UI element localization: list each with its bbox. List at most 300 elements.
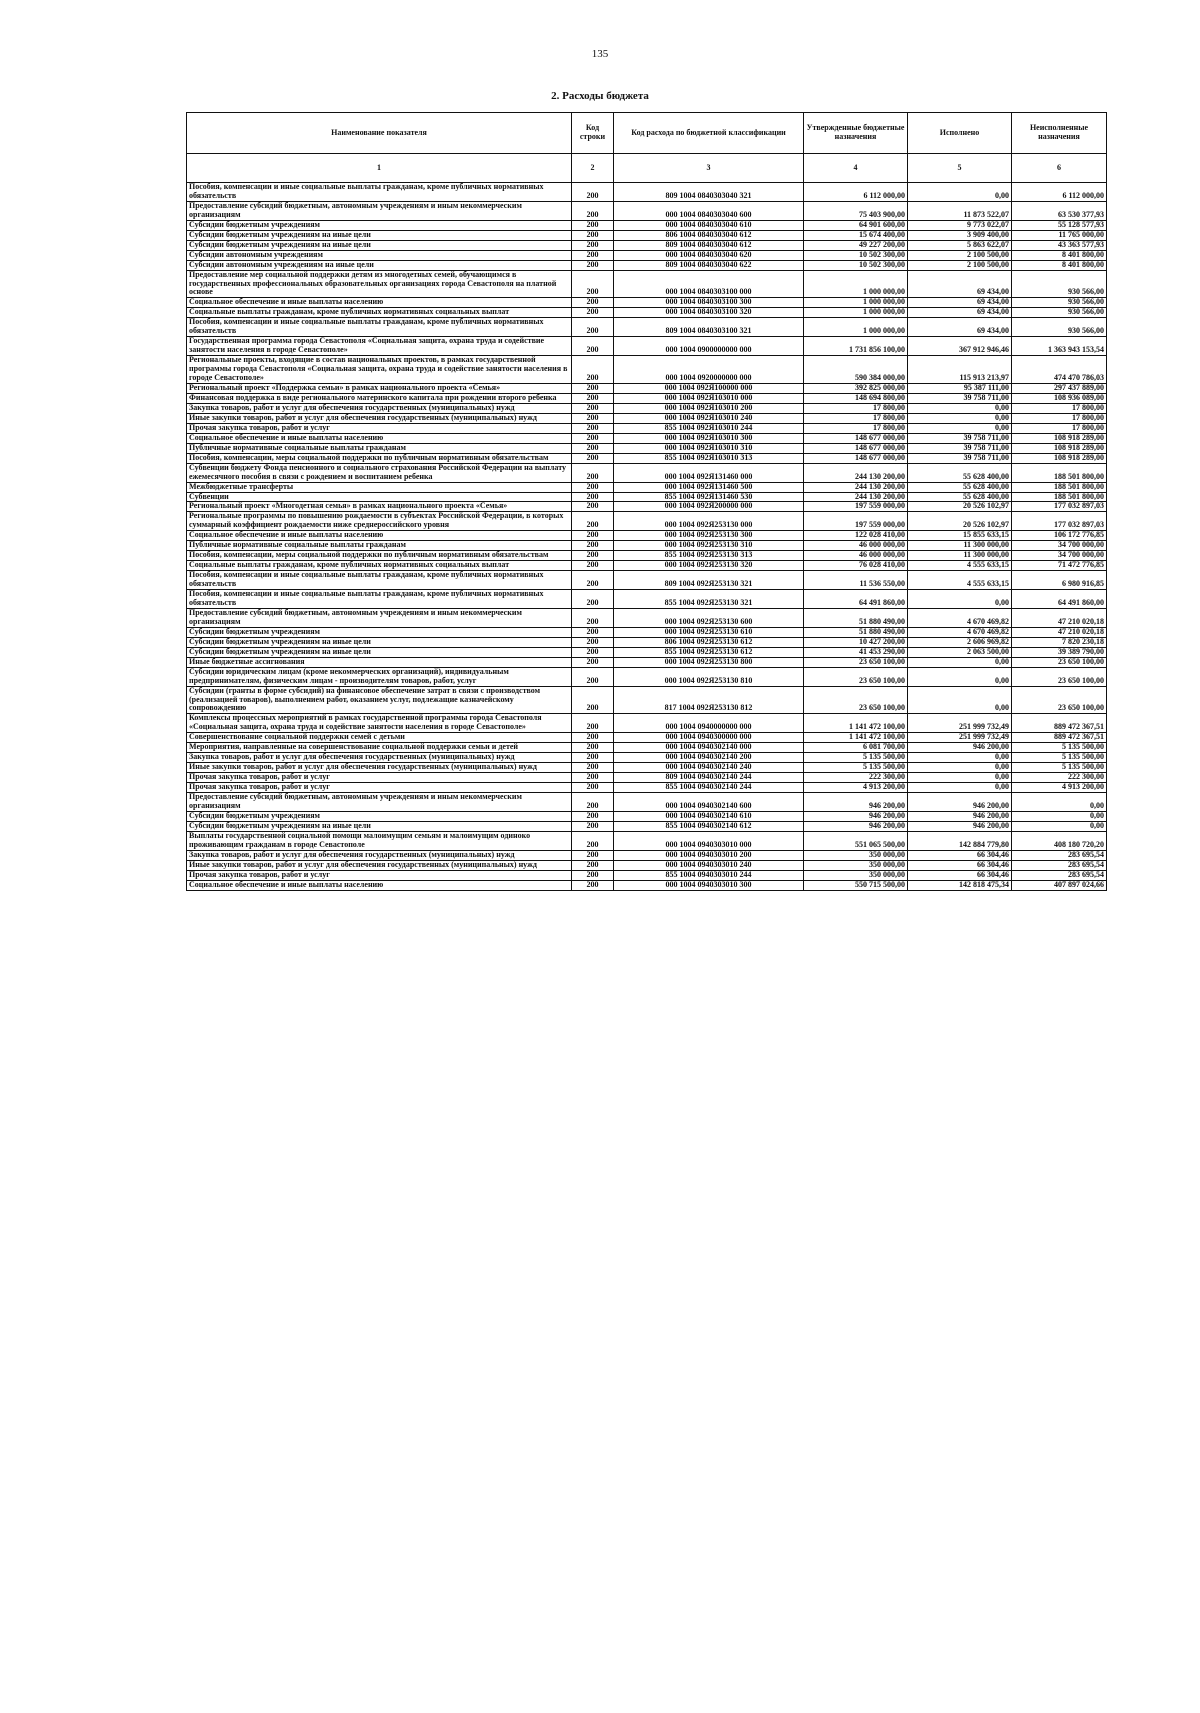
row-line-code: 200 — [572, 831, 614, 850]
row-expense-code: 806 1004 092Я253130 612 — [614, 637, 804, 647]
row-unexecuted: 930 566,00 — [1012, 270, 1107, 298]
row-executed: 0,00 — [908, 773, 1012, 783]
table-row — [187, 627, 1107, 637]
row-line-code: 200 — [572, 686, 614, 714]
row-expense-code: 809 1004 0940302140 244 — [614, 773, 804, 783]
row-approved: 5 135 500,00 — [804, 763, 908, 773]
row-approved: 197 559 000,00 — [804, 502, 908, 512]
row-executed: 0,00 — [908, 667, 1012, 686]
row-expense-code: 000 1004 0840303100 320 — [614, 308, 804, 318]
row-unexecuted: 1 363 943 153,54 — [1012, 337, 1107, 356]
row-name: Иные закупки товаров, работ и услуг для обеспечения государственных (муниципальных) нужд — [187, 413, 572, 423]
row-unexecuted: 0,00 — [1012, 793, 1107, 812]
row-name: Субсидии бюджетным учреждениям — [187, 811, 572, 821]
row-expense-code: 000 1004 0940302140 200 — [614, 753, 804, 763]
row-line-code: 200 — [572, 733, 614, 743]
row-line-code: 200 — [572, 753, 614, 763]
row-unexecuted: 0,00 — [1012, 821, 1107, 831]
row-executed: 69 434,00 — [908, 318, 1012, 337]
row-unexecuted: 930 566,00 — [1012, 318, 1107, 337]
row-executed: 2 100 500,00 — [908, 250, 1012, 260]
row-expense-code: 000 1004 092Я103010 300 — [614, 433, 804, 443]
row-line-code: 200 — [572, 561, 614, 571]
row-line-code: 200 — [572, 870, 614, 880]
row-expense-code: 000 1004 0940302140 610 — [614, 811, 804, 821]
row-name: Субсидии бюджетным учреждениям на иные цели — [187, 240, 572, 250]
row-executed: 66 304,46 — [908, 870, 1012, 880]
row-approved: 64 901 600,00 — [804, 220, 908, 230]
row-executed: 9 773 022,07 — [908, 220, 1012, 230]
row-unexecuted: 108 918 289,00 — [1012, 433, 1107, 443]
row-unexecuted: 6 980 916,85 — [1012, 571, 1107, 590]
row-approved: 49 227 200,00 — [804, 240, 908, 250]
row-expense-code: 806 1004 0840303040 612 — [614, 230, 804, 240]
row-line-code: 200 — [572, 250, 614, 260]
row-name: Мероприятия, направленные на совершенствование социальной поддержки семьи и детей — [187, 743, 572, 753]
row-unexecuted: 34 700 000,00 — [1012, 541, 1107, 551]
row-executed: 0,00 — [908, 413, 1012, 423]
row-name: Выплаты государственной социальной помощи малоимущим семьям и малоимущим одиноко проживающим гражданам в городе Севастополе — [187, 831, 572, 850]
row-unexecuted: 7 820 230,18 — [1012, 637, 1107, 647]
row-name: Субсидии бюджетным учреждениям — [187, 220, 572, 230]
row-executed: 11 300 000,00 — [908, 541, 1012, 551]
row-line-code: 200 — [572, 647, 614, 657]
table-row — [187, 773, 1107, 783]
row-unexecuted: 930 566,00 — [1012, 308, 1107, 318]
row-name: Межбюджетные трансферты — [187, 482, 572, 492]
row-expense-code: 809 1004 0840303100 321 — [614, 318, 804, 337]
row-expense-code: 855 1004 092Я253130 612 — [614, 647, 804, 657]
row-name: Комплексы процессных мероприятий в рамках государственной программы города Севастополя «Социальная защита, охрана труда и содействие занятости населения в городе Севастополе» — [187, 714, 572, 733]
row-name: Иные закупки товаров, работ и услуг для обеспечения государственных (муниципальных) нужд — [187, 860, 572, 870]
row-executed: 55 628 400,00 — [908, 492, 1012, 502]
row-executed: 251 999 732,49 — [908, 733, 1012, 743]
row-name: Региональный проект «Многодетная семья» в рамках национального проекта «Семья» — [187, 502, 572, 512]
section-title: 2. Расходы бюджета — [551, 90, 649, 102]
row-name: Иные бюджетные ассигнования — [187, 657, 572, 667]
row-expense-code: 809 1004 092Я253130 321 — [614, 571, 804, 590]
row-approved: 15 674 400,00 — [804, 230, 908, 240]
row-name: Пособия, компенсации и иные социальные выплаты гражданам, кроме публичных нормативных обязательств — [187, 571, 572, 590]
row-line-code: 200 — [572, 270, 614, 298]
row-expense-code: 855 1004 0940302140 612 — [614, 821, 804, 831]
row-unexecuted: 108 918 289,00 — [1012, 443, 1107, 453]
table-row — [187, 571, 1107, 590]
row-expense-code: 000 1004 0840303040 610 — [614, 220, 804, 230]
row-expense-code: 000 1004 0840303100 000 — [614, 270, 804, 298]
row-expense-code: 000 1004 092Я253130 610 — [614, 627, 804, 637]
row-executed: 20 526 102,97 — [908, 502, 1012, 512]
row-name: Социальное обеспечение и иные выплаты населению — [187, 433, 572, 443]
row-line-code: 200 — [572, 356, 614, 384]
row-unexecuted: 5 135 500,00 — [1012, 743, 1107, 753]
row-executed: 66 304,46 — [908, 860, 1012, 870]
row-line-code: 200 — [572, 183, 614, 202]
row-approved: 1 141 472 100,00 — [804, 733, 908, 743]
row-expense-code: 000 1004 0840303100 300 — [614, 298, 804, 308]
row-approved: 64 491 860,00 — [804, 590, 908, 609]
row-expense-code: 000 1004 0940303010 240 — [614, 860, 804, 870]
row-unexecuted: 23 650 100,00 — [1012, 667, 1107, 686]
row-name: Предоставление субсидий бюджетным, автономным учреждениям и иным некоммерческим организациям — [187, 793, 572, 812]
row-expense-code: 000 1004 092Я103010 000 — [614, 393, 804, 403]
row-line-code: 200 — [572, 637, 614, 647]
table-row — [187, 783, 1107, 793]
row-approved: 75 403 900,00 — [804, 201, 908, 220]
row-name: Предоставление мер социальной поддержки детям из многодетных семей, обучающимся в государственных профессиональных образовательных организациях города Севастополя на платной основе — [187, 270, 572, 298]
row-line-code: 200 — [572, 240, 614, 250]
header-name: Наименование показателя — [187, 113, 572, 154]
row-name: Закупка товаров, работ и услуг для обеспечения государственных (муниципальных) нужд — [187, 850, 572, 860]
row-approved: 76 028 410,00 — [804, 561, 908, 571]
row-expense-code: 000 1004 0900000000 000 — [614, 337, 804, 356]
row-line-code: 200 — [572, 201, 614, 220]
row-unexecuted: 55 128 577,93 — [1012, 220, 1107, 230]
row-approved: 350 000,00 — [804, 860, 908, 870]
row-approved: 244 130 200,00 — [804, 492, 908, 502]
table-row — [187, 240, 1107, 250]
table-row — [187, 608, 1107, 627]
row-name: Пособия, компенсации, меры социальной поддержки по публичным нормативным обязательствам — [187, 551, 572, 561]
row-executed: 0,00 — [908, 686, 1012, 714]
column-number-row — [187, 154, 1107, 183]
row-unexecuted: 63 530 377,93 — [1012, 201, 1107, 220]
header-unexecuted: Неисполненные назначения — [1012, 113, 1107, 154]
row-executed: 15 855 633,15 — [908, 531, 1012, 541]
budget-expenses-table — [186, 112, 1107, 891]
row-unexecuted: 47 210 020,18 — [1012, 608, 1107, 627]
row-unexecuted: 188 501 800,00 — [1012, 482, 1107, 492]
row-unexecuted: 6 112 000,00 — [1012, 183, 1107, 202]
row-executed: 95 387 111,00 — [908, 384, 1012, 394]
row-expense-code: 000 1004 092Я103010 240 — [614, 413, 804, 423]
row-line-code: 200 — [572, 423, 614, 433]
row-expense-code: 000 1004 092Я100000 000 — [614, 384, 804, 394]
row-line-code: 200 — [572, 551, 614, 561]
row-expense-code: 855 1004 092Я103010 313 — [614, 453, 804, 463]
row-name: Социальное обеспечение и иные выплаты населению — [187, 880, 572, 890]
table-row — [187, 250, 1107, 260]
row-expense-code: 000 1004 092Я253130 320 — [614, 561, 804, 571]
row-line-code: 200 — [572, 230, 614, 240]
row-approved: 222 300,00 — [804, 773, 908, 783]
row-executed: 39 758 711,00 — [908, 443, 1012, 453]
row-approved: 10 502 300,00 — [804, 250, 908, 260]
row-unexecuted: 407 897 024,66 — [1012, 880, 1107, 890]
row-executed: 142 818 475,34 — [908, 880, 1012, 890]
row-name: Субсидии юридическим лицам (кроме некоммерческих организаций), индивидуальным предпринимателям, физическим лицам - производителям товаров, работ, услуг — [187, 667, 572, 686]
row-executed: 3 909 400,00 — [908, 230, 1012, 240]
row-line-code: 200 — [572, 298, 614, 308]
row-unexecuted: 889 472 367,51 — [1012, 733, 1107, 743]
row-name: Пособия, компенсации и иные социальные выплаты гражданам, кроме публичных нормативных обязательств — [187, 590, 572, 609]
row-approved: 148 677 000,00 — [804, 443, 908, 453]
row-name: Совершенствование социальной поддержки семей с детьми — [187, 733, 572, 743]
row-approved: 148 694 800,00 — [804, 393, 908, 403]
row-approved: 51 880 490,00 — [804, 627, 908, 637]
table-row — [187, 667, 1107, 686]
row-unexecuted: 17 800,00 — [1012, 403, 1107, 413]
row-expense-code: 000 1004 0920000000 000 — [614, 356, 804, 384]
table-row — [187, 860, 1107, 870]
row-name: Социальные выплаты гражданам, кроме публичных нормативных социальных выплат — [187, 308, 572, 318]
row-name: Пособия, компенсации, меры социальной поддержки по публичным нормативным обязательствам — [187, 453, 572, 463]
row-name: Прочая закупка товаров, работ и услуг — [187, 870, 572, 880]
row-name: Социальное обеспечение и иные выплаты населению — [187, 298, 572, 308]
row-expense-code: 000 1004 0940302140 600 — [614, 793, 804, 812]
row-name: Публичные нормативные социальные выплаты гражданам — [187, 541, 572, 551]
row-expense-code: 000 1004 0840303040 620 — [614, 250, 804, 260]
row-expense-code: 000 1004 092Я103010 200 — [614, 403, 804, 413]
table-row — [187, 318, 1107, 337]
row-approved: 946 200,00 — [804, 811, 908, 821]
table-row — [187, 880, 1107, 890]
table-row — [187, 714, 1107, 733]
row-expense-code: 000 1004 092Я253130 800 — [614, 657, 804, 667]
table-row — [187, 201, 1107, 220]
row-approved: 551 065 500,00 — [804, 831, 908, 850]
row-line-code: 200 — [572, 482, 614, 492]
row-expense-code: 000 1004 092Я253130 300 — [614, 531, 804, 541]
row-unexecuted: 474 470 786,03 — [1012, 356, 1107, 384]
row-name: Субсидии автономным учреждениям — [187, 250, 572, 260]
row-expense-code: 809 1004 0840303040 612 — [614, 240, 804, 250]
row-approved: 10 502 300,00 — [804, 260, 908, 270]
table-row — [187, 733, 1107, 743]
row-unexecuted: 8 401 800,00 — [1012, 260, 1107, 270]
table-row — [187, 551, 1107, 561]
row-line-code: 200 — [572, 453, 614, 463]
row-unexecuted: 222 300,00 — [1012, 773, 1107, 783]
row-name: Прочая закупка товаров, работ и услуг — [187, 423, 572, 433]
row-unexecuted: 43 363 577,93 — [1012, 240, 1107, 250]
row-approved: 23 650 100,00 — [804, 657, 908, 667]
row-approved: 946 200,00 — [804, 821, 908, 831]
row-approved: 550 715 500,00 — [804, 880, 908, 890]
row-line-code: 200 — [572, 433, 614, 443]
table-row — [187, 220, 1107, 230]
row-line-code: 200 — [572, 783, 614, 793]
row-executed: 251 999 732,49 — [908, 714, 1012, 733]
table-row — [187, 637, 1107, 647]
row-approved: 5 135 500,00 — [804, 753, 908, 763]
row-name: Закупка товаров, работ и услуг для обеспечения государственных (муниципальных) нужд — [187, 753, 572, 763]
row-unexecuted: 889 472 367,51 — [1012, 714, 1107, 733]
table-row — [187, 531, 1107, 541]
row-line-code: 200 — [572, 393, 614, 403]
row-approved: 1 141 472 100,00 — [804, 714, 908, 733]
row-expense-code: 809 1004 0840303040 321 — [614, 183, 804, 202]
row-unexecuted: 177 032 897,03 — [1012, 502, 1107, 512]
row-name: Иные закупки товаров, работ и услуг для обеспечения государственных (муниципальных) нужд — [187, 763, 572, 773]
row-unexecuted: 23 650 100,00 — [1012, 657, 1107, 667]
row-unexecuted: 108 918 289,00 — [1012, 453, 1107, 463]
table-row — [187, 793, 1107, 812]
row-name: Субсидии бюджетным учреждениям на иные цели — [187, 821, 572, 831]
row-approved: 23 650 100,00 — [804, 686, 908, 714]
table-row — [187, 403, 1107, 413]
row-unexecuted: 188 501 800,00 — [1012, 463, 1107, 482]
row-line-code: 200 — [572, 384, 614, 394]
row-executed: 4 670 469,82 — [908, 627, 1012, 637]
row-unexecuted: 17 800,00 — [1012, 423, 1107, 433]
row-approved: 148 677 000,00 — [804, 433, 908, 443]
row-line-code: 200 — [572, 811, 614, 821]
row-executed: 2 100 500,00 — [908, 260, 1012, 270]
row-unexecuted: 177 032 897,03 — [1012, 512, 1107, 531]
row-name: Региональный проект «Поддержка семьи» в рамках национального проекта «Семья» — [187, 384, 572, 394]
row-unexecuted: 283 695,54 — [1012, 860, 1107, 870]
row-unexecuted: 71 472 776,85 — [1012, 561, 1107, 571]
row-name: Публичные нормативные социальные выплаты гражданам — [187, 443, 572, 453]
row-approved: 46 000 000,00 — [804, 541, 908, 551]
table-row — [187, 657, 1107, 667]
table-row — [187, 541, 1107, 551]
row-executed: 4 555 633,15 — [908, 571, 1012, 590]
row-line-code: 200 — [572, 627, 614, 637]
table-row — [187, 453, 1107, 463]
row-approved: 6 112 000,00 — [804, 183, 908, 202]
row-approved: 590 384 000,00 — [804, 356, 908, 384]
row-expense-code: 000 1004 092Я131460 500 — [614, 482, 804, 492]
row-name: Субсидии бюджетным учреждениям на иные цели — [187, 230, 572, 240]
row-expense-code: 000 1004 092Я253130 810 — [614, 667, 804, 686]
row-unexecuted: 283 695,54 — [1012, 870, 1107, 880]
row-executed: 946 200,00 — [908, 811, 1012, 821]
row-expense-code: 000 1004 092Я200000 000 — [614, 502, 804, 512]
row-unexecuted: 4 913 200,00 — [1012, 783, 1107, 793]
row-approved: 41 453 290,00 — [804, 647, 908, 657]
table-row — [187, 561, 1107, 571]
row-executed: 4 555 633,15 — [908, 561, 1012, 571]
row-approved: 122 028 410,00 — [804, 531, 908, 541]
row-expense-code: 855 1004 092Я131460 530 — [614, 492, 804, 502]
row-expense-code: 000 1004 0940303010 000 — [614, 831, 804, 850]
header-approved: Утвержденные бюджетные назначения — [804, 113, 908, 154]
row-unexecuted: 5 135 500,00 — [1012, 763, 1107, 773]
row-executed: 39 758 711,00 — [908, 453, 1012, 463]
table-row — [187, 492, 1107, 502]
row-expense-code: 000 1004 0940303010 200 — [614, 850, 804, 860]
row-approved: 4 913 200,00 — [804, 783, 908, 793]
row-line-code: 200 — [572, 443, 614, 453]
row-name: Пособия, компенсации и иные социальные выплаты гражданам, кроме публичных нормативных обязательств — [187, 183, 572, 202]
row-unexecuted: 0,00 — [1012, 811, 1107, 821]
table-row — [187, 850, 1107, 860]
row-executed: 11 300 000,00 — [908, 551, 1012, 561]
row-line-code: 200 — [572, 413, 614, 423]
column-number: 2 — [572, 154, 614, 183]
row-approved: 17 800,00 — [804, 403, 908, 413]
table-row — [187, 260, 1107, 270]
row-expense-code: 855 1004 0940303010 244 — [614, 870, 804, 880]
table-row — [187, 870, 1107, 880]
row-approved: 17 800,00 — [804, 413, 908, 423]
row-line-code: 200 — [572, 608, 614, 627]
row-name: Субсидии бюджетным учреждениям — [187, 627, 572, 637]
row-approved: 350 000,00 — [804, 850, 908, 860]
table-row — [187, 337, 1107, 356]
row-line-code: 200 — [572, 590, 614, 609]
row-name: Пособия, компенсации и иные социальные выплаты гражданам, кроме публичных нормативных обязательств — [187, 318, 572, 337]
row-executed: 946 200,00 — [908, 743, 1012, 753]
table-row — [187, 230, 1107, 240]
row-line-code: 200 — [572, 763, 614, 773]
row-expense-code: 000 1004 0940000000 000 — [614, 714, 804, 733]
table-row — [187, 743, 1107, 753]
row-executed: 4 670 469,82 — [908, 608, 1012, 627]
row-approved: 1 000 000,00 — [804, 308, 908, 318]
row-approved: 244 130 200,00 — [804, 482, 908, 492]
row-unexecuted: 106 172 776,85 — [1012, 531, 1107, 541]
row-name: Финансовая поддержка в виде регионального материнского капитала при рождении второго ребенка — [187, 393, 572, 403]
row-unexecuted: 188 501 800,00 — [1012, 492, 1107, 502]
row-expense-code: 000 1004 0940300000 000 — [614, 733, 804, 743]
row-approved: 46 000 000,00 — [804, 551, 908, 561]
row-approved: 1 000 000,00 — [804, 298, 908, 308]
row-approved: 392 825 000,00 — [804, 384, 908, 394]
table-row — [187, 647, 1107, 657]
row-approved: 148 677 000,00 — [804, 453, 908, 463]
row-executed: 55 628 400,00 — [908, 463, 1012, 482]
row-unexecuted: 297 437 889,00 — [1012, 384, 1107, 394]
row-unexecuted: 11 765 000,00 — [1012, 230, 1107, 240]
table-row — [187, 590, 1107, 609]
row-line-code: 200 — [572, 492, 614, 502]
row-name: Субвенции — [187, 492, 572, 502]
row-executed: 0,00 — [908, 783, 1012, 793]
table-body — [187, 183, 1107, 891]
row-line-code: 200 — [572, 821, 614, 831]
table-row — [187, 308, 1107, 318]
row-executed: 0,00 — [908, 403, 1012, 413]
row-expense-code: 000 1004 092Я253130 600 — [614, 608, 804, 627]
table-row — [187, 183, 1107, 202]
table-row — [187, 298, 1107, 308]
row-executed: 69 434,00 — [908, 298, 1012, 308]
row-line-code: 200 — [572, 260, 614, 270]
row-executed: 5 863 622,07 — [908, 240, 1012, 250]
row-expense-code: 000 1004 0940303010 300 — [614, 880, 804, 890]
row-executed: 66 304,46 — [908, 850, 1012, 860]
table-row — [187, 512, 1107, 531]
row-approved: 350 000,00 — [804, 870, 908, 880]
row-line-code: 200 — [572, 403, 614, 413]
table-row — [187, 356, 1107, 384]
row-expense-code: 000 1004 092Я253130 000 — [614, 512, 804, 531]
table-row — [187, 433, 1107, 443]
table-row — [187, 753, 1107, 763]
row-name: Прочая закупка товаров, работ и услуг — [187, 783, 572, 793]
table-row — [187, 686, 1107, 714]
row-unexecuted: 34 700 000,00 — [1012, 551, 1107, 561]
row-name: Субсидии (гранты в форме субсидий) на финансовое обеспечение затрат в связи с производством (реализацией товаров), выполнением работ, оказанием услуг, подлежащие казначейскому сопровождению — [187, 686, 572, 714]
row-executed: 115 913 213,97 — [908, 356, 1012, 384]
row-expense-code: 000 1004 092Я103010 310 — [614, 443, 804, 453]
row-name: Региональные программы по повышению рождаемости в субъектах Российской Федерации, в которых суммарный коэффициент рождаемости ниже среднероссийского уровня — [187, 512, 572, 531]
table-row — [187, 393, 1107, 403]
row-line-code: 200 — [572, 541, 614, 551]
row-expense-code: 855 1004 092Я253130 321 — [614, 590, 804, 609]
header-expense-code: Код расхода по бюджетной классификации — [614, 113, 804, 154]
row-line-code: 200 — [572, 571, 614, 590]
row-line-code: 200 — [572, 714, 614, 733]
row-approved: 946 200,00 — [804, 793, 908, 812]
row-approved: 51 880 490,00 — [804, 608, 908, 627]
row-executed: 0,00 — [908, 753, 1012, 763]
row-executed: 2 606 969,82 — [908, 637, 1012, 647]
table-row — [187, 811, 1107, 821]
